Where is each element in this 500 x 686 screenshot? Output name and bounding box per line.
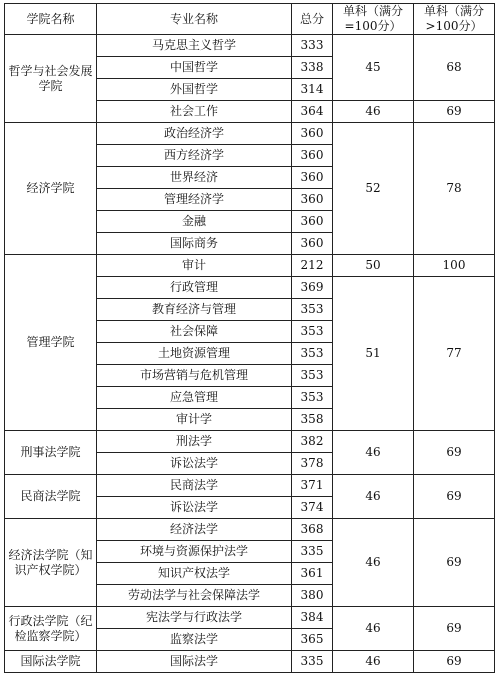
major-name-cell: 中国哲学 [97,57,292,79]
total-score-cell: 353 [292,387,333,409]
total-score-cell: 360 [292,145,333,167]
college-name-cell: 哲学与社会发展学院 [5,35,97,123]
single-over-100-score-cell: 78 [414,123,495,255]
total-score-cell: 353 [292,365,333,387]
total-score-cell: 338 [292,57,333,79]
single-over-100-score-cell: 68 [414,35,495,101]
major-name-cell: 社会保障 [97,321,292,343]
major-name-cell: 管理经济学 [97,189,292,211]
total-score-cell: 335 [292,541,333,563]
major-name-cell: 宪法学与行政法学 [97,607,292,629]
major-name-cell: 国际法学 [97,651,292,673]
major-name-cell: 审计学 [97,409,292,431]
table-row [5,607,495,629]
table-row [5,475,495,497]
table-row [5,35,495,57]
single-over-100-score-cell: 69 [414,519,495,607]
major-name-cell: 社会工作 [97,101,292,123]
major-name-cell: 外国哲学 [97,79,292,101]
major-name-cell: 应急管理 [97,387,292,409]
total-score-cell: 371 [292,475,333,497]
major-name-cell: 西方经济学 [97,145,292,167]
single-100-score-cell: 46 [333,651,414,673]
college-name-cell: 行政法学院（纪检监察学院） [5,607,97,651]
total-score-cell: 365 [292,629,333,651]
single-100-score-cell: 46 [333,101,414,123]
total-score-cell: 384 [292,607,333,629]
major-name-cell: 劳动法学与社会保障法学 [97,585,292,607]
major-name-cell: 行政管理 [97,277,292,299]
single-over-100-score-cell: 69 [414,607,495,651]
total-score-cell: 382 [292,431,333,453]
total-score-cell: 360 [292,123,333,145]
table-row [5,123,495,145]
single-100-score-cell: 46 [333,475,414,519]
total-score-cell: 353 [292,343,333,365]
single-over-100-score-cell: 69 [414,475,495,519]
major-name-cell: 监察法学 [97,629,292,651]
single-100-score-cell: 52 [333,123,414,255]
single-over-100-score-cell: 69 [414,651,495,673]
total-score-cell: 212 [292,255,333,277]
major-name-cell: 经济法学 [97,519,292,541]
major-name-cell: 诉讼法学 [97,497,292,519]
major-name-cell: 审计 [97,255,292,277]
header-total: 总分 [292,4,333,35]
header-college: 学院名称 [5,4,97,35]
total-score-cell: 360 [292,189,333,211]
total-score-cell: 360 [292,233,333,255]
score-table [4,3,495,673]
total-score-cell: 380 [292,585,333,607]
total-score-cell: 333 [292,35,333,57]
table-row [5,255,495,277]
single-over-100-score-cell: 69 [414,431,495,475]
single-100-score-cell: 46 [333,431,414,475]
table-row [5,651,495,673]
total-score-cell: 358 [292,409,333,431]
major-name-cell: 世界经济 [97,167,292,189]
college-name-cell: 经济学院 [5,123,97,255]
header-single-over-100: 单科（满分>100分） [414,4,495,35]
major-name-cell: 知识产权法学 [97,563,292,585]
single-100-score-cell: 46 [333,519,414,607]
single-over-100-score-cell: 69 [414,101,495,123]
total-score-cell: 369 [292,277,333,299]
table-body [5,35,495,673]
college-name-cell: 民商法学院 [5,475,97,519]
total-score-cell: 368 [292,519,333,541]
major-name-cell: 民商法学 [97,475,292,497]
college-name-cell: 刑事法学院 [5,431,97,475]
total-score-cell: 314 [292,79,333,101]
college-name-cell: 经济法学院（知识产权学院） [5,519,97,607]
single-over-100-score-cell: 100 [414,255,495,277]
major-name-cell: 诉讼法学 [97,453,292,475]
total-score-cell: 374 [292,497,333,519]
college-name-cell: 国际法学院 [5,651,97,673]
single-over-100-score-cell: 77 [414,277,495,431]
major-name-cell: 环境与资源保护法学 [97,541,292,563]
single-100-score-cell: 51 [333,277,414,431]
major-name-cell: 金融 [97,211,292,233]
total-score-cell: 353 [292,321,333,343]
total-score-cell: 360 [292,211,333,233]
major-name-cell: 马克思主义哲学 [97,35,292,57]
major-name-cell: 政治经济学 [97,123,292,145]
total-score-cell: 361 [292,563,333,585]
total-score-cell: 364 [292,101,333,123]
major-name-cell: 国际商务 [97,233,292,255]
college-name-cell: 管理学院 [5,255,97,431]
table-row [5,431,495,453]
major-name-cell: 市场营销与危机管理 [97,365,292,387]
header-single-100: 单科（满分=100分） [333,4,414,35]
single-100-score-cell: 46 [333,607,414,651]
major-name-cell: 刑法学 [97,431,292,453]
header-major: 专业名称 [97,4,292,35]
total-score-cell: 353 [292,299,333,321]
total-score-cell: 378 [292,453,333,475]
major-name-cell: 教育经济与管理 [97,299,292,321]
single-100-score-cell: 50 [333,255,414,277]
total-score-cell: 335 [292,651,333,673]
single-100-score-cell: 45 [333,35,414,101]
table-row [5,519,495,541]
total-score-cell: 360 [292,167,333,189]
major-name-cell: 土地资源管理 [97,343,292,365]
header-row [5,4,495,35]
